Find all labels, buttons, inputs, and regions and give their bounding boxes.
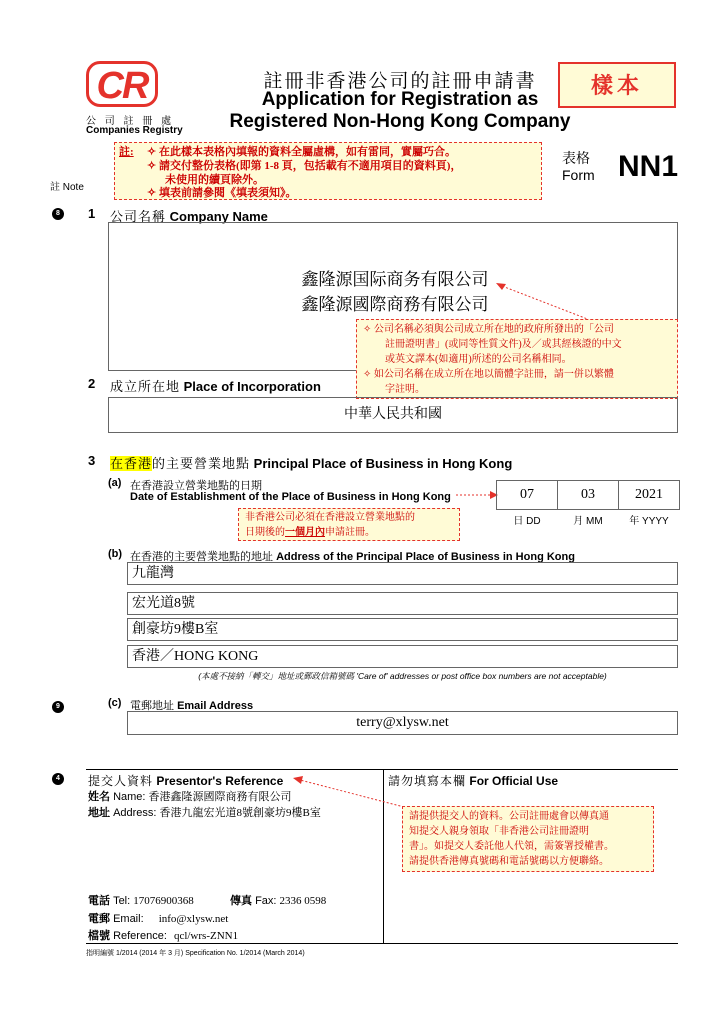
- company-name-simplified: 鑫隆源国际商务有限公司: [301, 270, 489, 289]
- presentor-callout-line-2: 知提交人親身領取「非香港公司註冊證明: [409, 826, 589, 837]
- item-c-label-en: Email Address: [177, 700, 254, 712]
- note-item-4: ✧ 填表前請參閱《填表須知》。: [147, 187, 297, 199]
- presentor-callout-line-4: 請提供香港傳真號碼和電話號碼以方便聯絡。: [409, 856, 609, 867]
- date-callout: [238, 508, 460, 541]
- item-a-label-cn: 在香港設立營業地點的日期: [130, 480, 262, 492]
- notes-label: 註:: [119, 146, 134, 158]
- footer-spec: 指明編號 1/2014 (2014 年 3 月) Specification No. 1/2014 (March 2014): [86, 950, 305, 957]
- presentor-email-value[interactable]: info@xlysw.net: [158, 913, 229, 925]
- address-line-3[interactable]: 創豪坊9樓B室: [127, 618, 678, 641]
- section2-title: [110, 376, 321, 395]
- presentor-name-value[interactable]: 香港鑫隆源國際商務有限公司: [148, 791, 292, 803]
- year-label: 年 YYYY: [629, 516, 669, 527]
- presentor-title: [88, 772, 283, 789]
- presentor-tel-label-en: Tel:: [113, 895, 131, 907]
- presentor-fax-label-en: Fax:: [255, 895, 277, 907]
- name-callout-line-2: 註冊證明書」(或同等性質文件)及／或其經核證的中文: [385, 339, 622, 350]
- name-callout-line-1: ✧ 公司名稱必須與公司成立所在地的政府所發出的「公司: [363, 324, 614, 335]
- email-field[interactable]: terry@xlysw.net: [127, 711, 678, 735]
- presentor-tel-label-cn: 電話: [88, 895, 110, 907]
- section1-title-en: Company Name: [169, 209, 268, 224]
- section3-title: [110, 453, 512, 472]
- presentor-top-rule: [86, 769, 678, 770]
- section1-title-cn: 公司名稱: [110, 209, 167, 224]
- item-c-letter: (c): [108, 697, 122, 709]
- presentor-callout-line-1: 請提供提交人的資料。公司註冊處會以傳真通: [409, 811, 609, 822]
- name-callout-line-3: 或英文譯本(如適用)所述的公司名稱相同。: [385, 354, 572, 365]
- section3-title-highlight: 在香港: [110, 456, 153, 471]
- date-callout-line-1: 非香港公司必須在香港設立營業地點的: [245, 512, 415, 523]
- date-year-field[interactable]: 2021: [618, 480, 680, 510]
- presentor-name-label-en: Name:: [113, 791, 146, 803]
- registry-en: Companies Registry: [86, 125, 183, 136]
- note-bullet-9: 9: [52, 701, 64, 713]
- note-bullet-4: 4: [52, 773, 64, 785]
- presentor-fax-value[interactable]: 2336 0598: [279, 895, 327, 907]
- presentor-address-label-en: Address:: [113, 807, 157, 819]
- registry-cn: 公 司 註 冊 處: [86, 116, 175, 127]
- sample-stamp: 樣本: [558, 62, 676, 108]
- title-cn: 註冊非香港公司的註冊申請書: [263, 71, 537, 92]
- presentor-bottom-rule: [86, 943, 678, 944]
- presentor-title-cn: 提交人資料: [88, 774, 154, 788]
- section1-number: 1: [88, 206, 96, 221]
- presentor-name-label-cn: 姓名: [88, 791, 110, 803]
- form-label: [562, 150, 595, 184]
- month-label: 月 MM: [573, 516, 603, 527]
- address-line-4[interactable]: 香港／HONG KONG: [127, 645, 678, 668]
- item-a-letter: (a): [108, 477, 122, 489]
- presentor-address-value[interactable]: 香港九龍宏光道8號創豪坊9樓B室: [159, 807, 321, 819]
- section2-title-en: Place of Incorporation: [183, 379, 321, 394]
- presentor-address-label-cn: 地址: [88, 807, 110, 819]
- place-of-incorporation-field[interactable]: 中華人民共和國: [108, 397, 678, 433]
- note-bullet-8: 8: [52, 208, 64, 220]
- company-name-callout: [356, 319, 678, 399]
- section2-title-cn: 成立所在地: [110, 379, 181, 394]
- note-item-1: ✧ 在此樣本表格內填報的資料全屬虛構，如有雷同，實屬巧合。: [147, 146, 456, 158]
- item-c-label-cn: 電郵地址: [130, 700, 174, 712]
- presentor-name-row: [88, 788, 292, 804]
- date-day-field[interactable]: 07: [496, 480, 558, 510]
- presentor-callout-line-3: 書」。如提交人委託他人代領，需簽署授權書。: [409, 841, 614, 852]
- presentor-fax-label-cn: 傳真: [230, 895, 252, 907]
- section3-title-en: Principal Place of Business in Hong Kong: [253, 456, 513, 471]
- notes-box: [114, 142, 542, 200]
- presentor-tel-row: [88, 892, 194, 908]
- name-callout-line-4: ✧ 如公司名稱在成立所在地以簡體字註冊，請一併以繁體: [363, 369, 614, 380]
- presentor-ref-label-en: Reference:: [113, 930, 167, 942]
- form-label-en: Form: [562, 167, 595, 183]
- presentor-address-row: [88, 804, 321, 820]
- presentor-tel-value[interactable]: 17076900368: [133, 895, 194, 907]
- date-callout-emphasis: 一個月內: [285, 527, 325, 538]
- presentor-callout: [402, 806, 654, 872]
- section2-number: 2: [88, 376, 96, 391]
- presentor-fax-row: [230, 892, 326, 908]
- cr-logo: CR: [86, 61, 158, 107]
- presentor-email-label-en: Email:: [113, 913, 144, 925]
- address-line-1[interactable]: 九龍灣: [127, 562, 678, 585]
- presentor-email-row: [88, 910, 228, 926]
- presentor-title-en: Presentor's Reference: [156, 774, 284, 788]
- note-item-3: 未使用的續頁除外。: [165, 174, 264, 186]
- presentor-email-label-cn: 電郵: [88, 913, 110, 925]
- address-note: (本處不接納「轉交」地址或郵政信箱號碼 'Care of' addresses or post office box numbers are not acceptable): [198, 671, 607, 681]
- name-callout-line-5: 字註明。: [385, 384, 425, 395]
- official-use-en: For Official Use: [469, 774, 559, 788]
- form-label-cn: 表格: [562, 150, 590, 166]
- company-name-traditional: 鑫隆源國際商務有限公司: [301, 295, 489, 314]
- official-use-cn: 請勿填寫本欄: [388, 774, 467, 788]
- name-callout-arrow: [490, 280, 600, 322]
- section3-title-cn: 的主要營業地點: [152, 456, 251, 471]
- note-label: 註 Note: [50, 182, 84, 193]
- date-arrow: [456, 488, 500, 502]
- section3-number: 3: [88, 453, 96, 468]
- note-item-2: ✧ 請交付整份表格(即第 1-8 頁，包括載有不適用項目的資料頁)，: [147, 160, 462, 172]
- date-callout-line-2: 日期後的一個月內申請註冊。: [245, 527, 375, 538]
- title-en-line2: Registered Non-Hong Kong Company: [229, 111, 571, 132]
- presentor-ref-label-cn: 檔號: [88, 930, 110, 942]
- presentor-ref-value[interactable]: qcl/wrs-ZNN1: [173, 930, 239, 942]
- item-b-label-cn: 在香港的主要營業地點的地址: [130, 551, 273, 563]
- address-line-2[interactable]: 宏光道8號: [127, 592, 678, 615]
- item-a-label-en: Date of Establishment of the Place of Business in Hong Kong: [130, 491, 451, 503]
- presentor-ref-row: [88, 927, 238, 943]
- day-label: 日 DD: [513, 516, 541, 527]
- form-number: NN1: [618, 150, 679, 183]
- date-month-field[interactable]: 03: [557, 480, 619, 510]
- item-b-label-en: Address of the Principal Place of Business in Hong Kong: [276, 551, 575, 563]
- item-b-letter: (b): [108, 548, 123, 560]
- title-en-line1: Application for Registration as: [261, 89, 539, 110]
